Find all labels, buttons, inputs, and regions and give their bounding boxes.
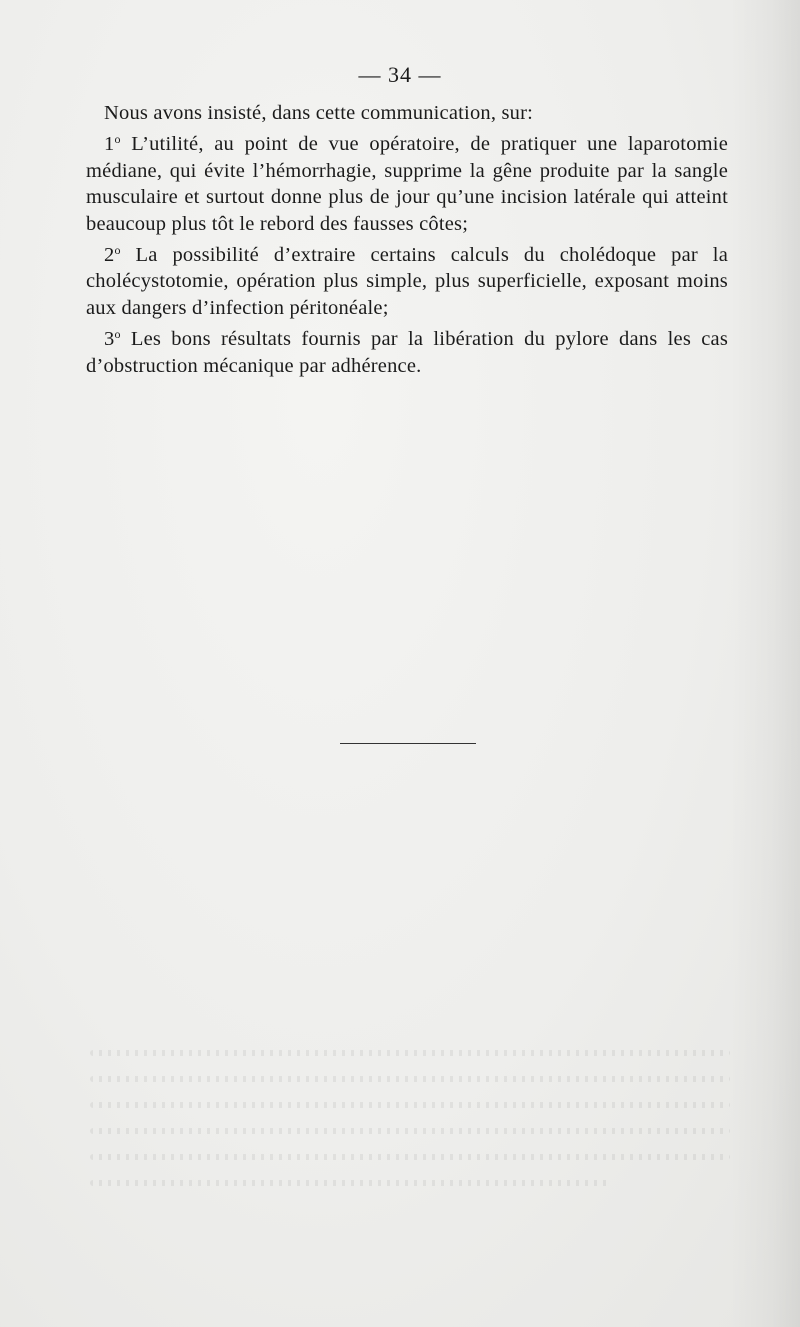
show-through-smudge (90, 1076, 730, 1082)
item-text: La possibilité d’extraire certains calculs du cholédoque par la cholécystotomie, opération plus simple, plus superficielle, exposant moins aux dangers d’infection péritonéale; (86, 244, 728, 319)
item-ordinal: 2 (104, 244, 115, 267)
page-number: — 34 — (358, 62, 442, 87)
page-edge-shadow (730, 0, 800, 1327)
item-ordinal-suffix: o (114, 243, 121, 258)
show-through-smudge (90, 1128, 730, 1134)
end-rule-divider (340, 743, 476, 744)
item-text: Les bons résultats fournis par la libération du pylore dans les cas d’obstruction mécanique par adhérence. (86, 328, 728, 377)
list-item-2 (86, 237, 728, 321)
item-ordinal-suffix: o (114, 132, 121, 147)
list-item-1 (86, 126, 728, 237)
show-through-smudge (90, 1180, 610, 1186)
item-ordinal-suffix: o (114, 327, 121, 342)
show-through-smudge (90, 1154, 730, 1160)
show-through-smudge (90, 1102, 730, 1108)
body-text (86, 100, 728, 379)
item-text: L’utilité, au point de vue opératoire, de pratiquer une laparotomie médiane, qui évite l’hémorrhagie, supprime la gêne produite par la sangle musculaire et surtout donne plus de jour qu’une incision latérale qui atteint beaucoup plus tôt le rebord des fausses côtes; (86, 133, 728, 235)
item-ordinal: 3 (104, 328, 115, 351)
show-through-smudge (90, 1050, 730, 1056)
intro-paragraph: Nous avons insisté, dans cette communication, sur: (104, 102, 534, 124)
list-item-3 (86, 321, 728, 379)
item-ordinal: 1 (104, 133, 115, 156)
